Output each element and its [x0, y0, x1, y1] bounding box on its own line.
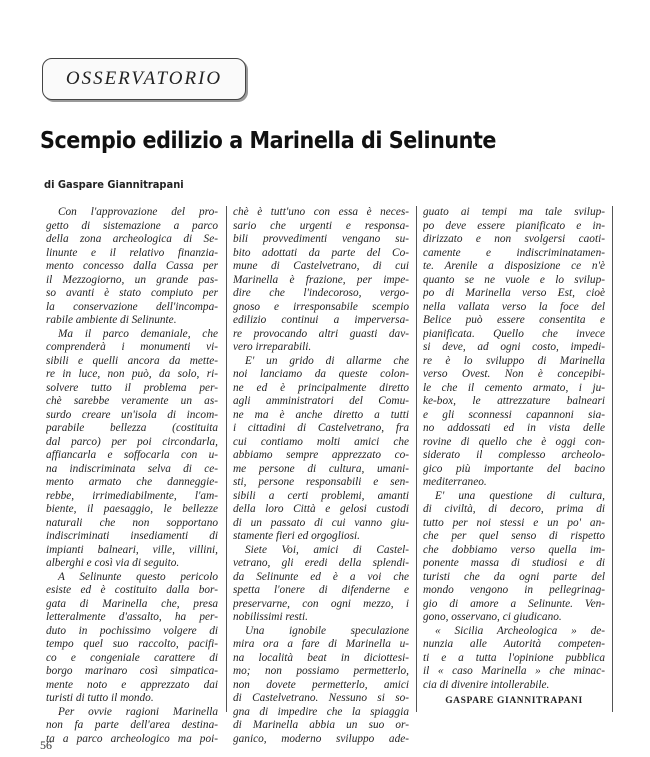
text-line: co e congeniale carattere di: [46, 651, 218, 664]
page-number: 56: [40, 738, 52, 752]
text-line: nobilissimi resti.: [233, 611, 308, 623]
column-rule-2: [416, 206, 417, 712]
text-line: di Marinella abbia un suo or-: [233, 719, 409, 731]
text-line: mira ora a fare di Marinella u-: [233, 638, 409, 650]
text-line: turisti di tutto il mondo.: [46, 692, 154, 704]
text-line: guato ai tempi ma tale svilup-: [423, 206, 605, 218]
text-line: dal parco) per poi circondarla,: [46, 435, 218, 448]
text-line: mondo vengono in pellegrinag-: [423, 584, 605, 596]
text-line: gnoso e irresponsabile scempio: [233, 300, 409, 313]
text-line: camente e indiscriminatamen-: [423, 246, 605, 259]
text-line: e gli sconnessi capannoni sia-: [423, 408, 605, 421]
text-column-3: [423, 206, 605, 692]
text-line: rebbe, irrimediabilmente, l'am-: [46, 489, 218, 502]
text-line: sti, persone responsabili e sen-: [233, 476, 409, 488]
text-line: E' una questione di cultura,: [435, 489, 605, 502]
text-line: borgo marinaro così simpatica-: [46, 665, 218, 677]
text-line: ne ma è anche diretto a tutti: [233, 408, 409, 421]
text-line: di un passato di cui vanno giu-: [233, 516, 409, 529]
text-line: da Selinunte ed è a voi che: [233, 570, 409, 583]
text-line: parabile bellezza (costituita: [46, 422, 218, 434]
text-line: mo; non possiamo permetterlo,: [233, 665, 409, 677]
text-line: te. Arenile a disposizione ce n'è: [423, 260, 605, 272]
text-line: mediterraneo.: [423, 476, 487, 488]
text-line: comprenderà i monumenti vi-: [46, 341, 218, 353]
text-line: cia di divenire intollerabile.: [423, 678, 550, 691]
text-line: bili provvedimenti vengano su-: [233, 233, 409, 245]
text-line: Belice può essere consentita e: [423, 314, 605, 326]
text-line: non fa parte dell'area destina-: [46, 719, 218, 731]
text-line: stamente fieri ed orgogliosi.: [233, 530, 360, 542]
text-line: noi lanciamo da queste colon-: [233, 368, 409, 380]
text-line: re è lo sviluppo di Marinella: [423, 354, 605, 367]
text-line: duto in pochissimo volgere di: [46, 624, 218, 637]
text-line: na indiscriminata selva di ce-: [46, 462, 218, 475]
text-line: dire che l'indecoroso, vergo-: [233, 287, 409, 299]
text-line: po di Marinella verso Est, cioè: [423, 287, 605, 299]
text-line: turisti che da ogni parte del: [423, 570, 605, 583]
text-line: no addossati ed in vista delle: [423, 422, 605, 434]
text-line: gono, osservano, ci giudicano.: [423, 611, 562, 623]
text-line: A Selinunte questo pericolo: [58, 570, 218, 583]
text-line: sario che urgenti e responsa-: [233, 219, 409, 232]
text-line: indiscriminati insediamenti di: [46, 530, 218, 542]
text-line: Siete Voi, amici di Castel-: [245, 543, 409, 556]
text-line: surdo creare un'isola di incom-: [46, 408, 218, 421]
text-line: esiste ed è costituito dalla bor-: [46, 584, 218, 596]
text-line: Per ovvie ragioni Marinella: [58, 705, 218, 718]
text-line: ke-box, le attrezzature balneari: [423, 395, 605, 407]
text-line: ganico, moderno sviluppo ade-: [233, 732, 409, 745]
text-line: solvere tutto il problema per-: [46, 381, 218, 394]
text-line: ne ed è principalmente diretto: [233, 381, 409, 394]
text-line: spetta l'onere di difenderne e: [233, 584, 409, 596]
text-column-1: [46, 206, 218, 746]
text-line: pianificata. Quello che invece: [423, 327, 605, 340]
text-line: mento armato che danneggie-: [46, 476, 218, 488]
text-line: gata di Marinella che, presa: [46, 597, 218, 610]
text-line: Con l'approvazione del pro-: [58, 206, 218, 218]
text-line: sibili a certi problemi, amanti: [233, 489, 409, 502]
text-line: getto di sistemazione a parco: [46, 219, 218, 232]
text-line: gico più importante del bacino: [423, 462, 605, 475]
text-line: alberghi e così via di seguito.: [46, 557, 180, 569]
text-line: naturali che non sopportano: [46, 516, 218, 529]
text-line: na località beat in diciottesi-: [233, 651, 409, 664]
text-line: Ma il parco demaniale, che: [58, 327, 218, 340]
text-line: tempo quel suo raccolto, pacifi-: [46, 638, 218, 650]
text-line: Una ignobile speculazione: [245, 624, 409, 637]
text-line: vetrano, gli eredi della splendi-: [233, 557, 409, 569]
text-line: E' un grido di allarme che: [245, 354, 409, 367]
text-line: che per quel senso di rispetto: [423, 530, 605, 542]
text-line: vero irreparabili.: [233, 341, 312, 353]
text-line: dirizzato e non svolgersi caoti-: [423, 233, 605, 245]
text-line: mente noto e apprezzato dai: [46, 678, 218, 691]
text-line: bito adottati da parte del Co-: [233, 246, 409, 259]
text-line: mento concesso dalla Cassa per: [46, 260, 218, 272]
text-line: le che il cemento armato, i ju-: [423, 381, 605, 394]
text-line: po deve essere pianificato e in-: [423, 219, 605, 232]
text-line: sibili e quelli ancora da mette-: [46, 354, 218, 367]
text-line: re provocando altri guasti dav-: [233, 327, 409, 340]
article-headline: Scempio edilizio a Marinella di Selinunte: [40, 128, 496, 154]
text-line: di civiltà, di decoro, prima di: [423, 503, 605, 515]
text-line: nunzia alle Autorità competen-: [423, 638, 605, 650]
text-line: chè sarebbe veramente un as-: [46, 395, 218, 407]
section-label: OSSERVATORIO: [65, 68, 223, 89]
text-line: ponente massa di studiosi e di: [423, 557, 605, 569]
column-rule-1: [226, 206, 227, 712]
text-line: Marinella è frazione, per impe-: [233, 273, 409, 286]
text-line: gio di amore a Selinunte. Ven-: [423, 597, 605, 610]
text-line: che dobbiamo verso quella im-: [423, 543, 605, 556]
text-line: della loro Città e gelosi custodi: [233, 503, 409, 515]
text-line: « Sicilia Archeologica » de-: [435, 624, 605, 637]
text-line: nella vallata verso la foce del: [423, 300, 605, 313]
text-line: ti e a tutta l'opinione pubblica: [423, 651, 605, 664]
text-line: impianti balneari, ville, villini,: [46, 543, 218, 556]
column-rule-3: [612, 206, 613, 712]
text-line: la conservazione dell'incompa-: [46, 300, 218, 313]
text-line: il Mezzogiorno, un grande pas-: [46, 273, 218, 286]
text-line: ta a parco archeologico ma poi-: [46, 732, 218, 745]
text-line: di Castelvetrano. Nessuno si so-: [233, 692, 409, 704]
text-line: biente, il paesaggio, le bellezze: [46, 503, 218, 515]
text-line: chè è tutt'uno con essa è neces-: [233, 206, 409, 218]
text-line: re in luce, non può, da solo, ri-: [46, 368, 218, 380]
text-line: agli amministratori del Comu-: [233, 395, 409, 407]
text-line: rovine di quello che è oggi con-: [423, 435, 605, 448]
text-line: linunte e il relativo finanzia-: [46, 246, 218, 259]
text-line: affiancarla e soffocarla con u-: [46, 449, 218, 461]
text-line: edilizio continui a imperversa-: [233, 314, 409, 326]
author-signature: GASPARE GIANNITRAPANI: [445, 696, 583, 706]
text-line: rabile ambiente di Selinunte.: [46, 314, 177, 326]
text-line: si deve, ad ogni costo, impedi-: [423, 341, 605, 353]
text-line: mune di Castelvetrano, di cui: [233, 260, 409, 272]
text-line: me persone di cultura, umani-: [233, 462, 409, 475]
article-byline: di Gaspare Giannitrapani: [44, 178, 184, 191]
text-line: quanto se ne vuole e lo svilup-: [423, 273, 605, 286]
text-line: della zona archeologica di Se-: [46, 233, 218, 245]
text-line: il « caso Marinella » che minac-: [423, 665, 605, 677]
text-line: verso Ovest. Non è concepibi-: [423, 368, 605, 380]
text-line: letteralmente d'assalto, ha per-: [46, 611, 218, 623]
text-column-2: [233, 206, 409, 746]
text-line: abbiamo sempre apprezzato co-: [233, 449, 409, 461]
text-line: gna di impedire che la spiaggia: [233, 705, 409, 718]
text-line: i cittadini di Castelvetrano, fra: [233, 422, 409, 434]
text-line: non dovete permetterlo, amici: [233, 678, 409, 691]
text-line: cui contiamo molti amici che: [233, 435, 409, 448]
text-line: so avanti è stato compiuto per: [46, 287, 218, 299]
text-line: siderato il complesso archeolo-: [423, 449, 605, 461]
text-line: preservarne, con ogni mezzo, i: [233, 597, 409, 610]
text-line: tutto per noi stessi e un po' an-: [423, 516, 605, 529]
section-box: [42, 58, 246, 100]
